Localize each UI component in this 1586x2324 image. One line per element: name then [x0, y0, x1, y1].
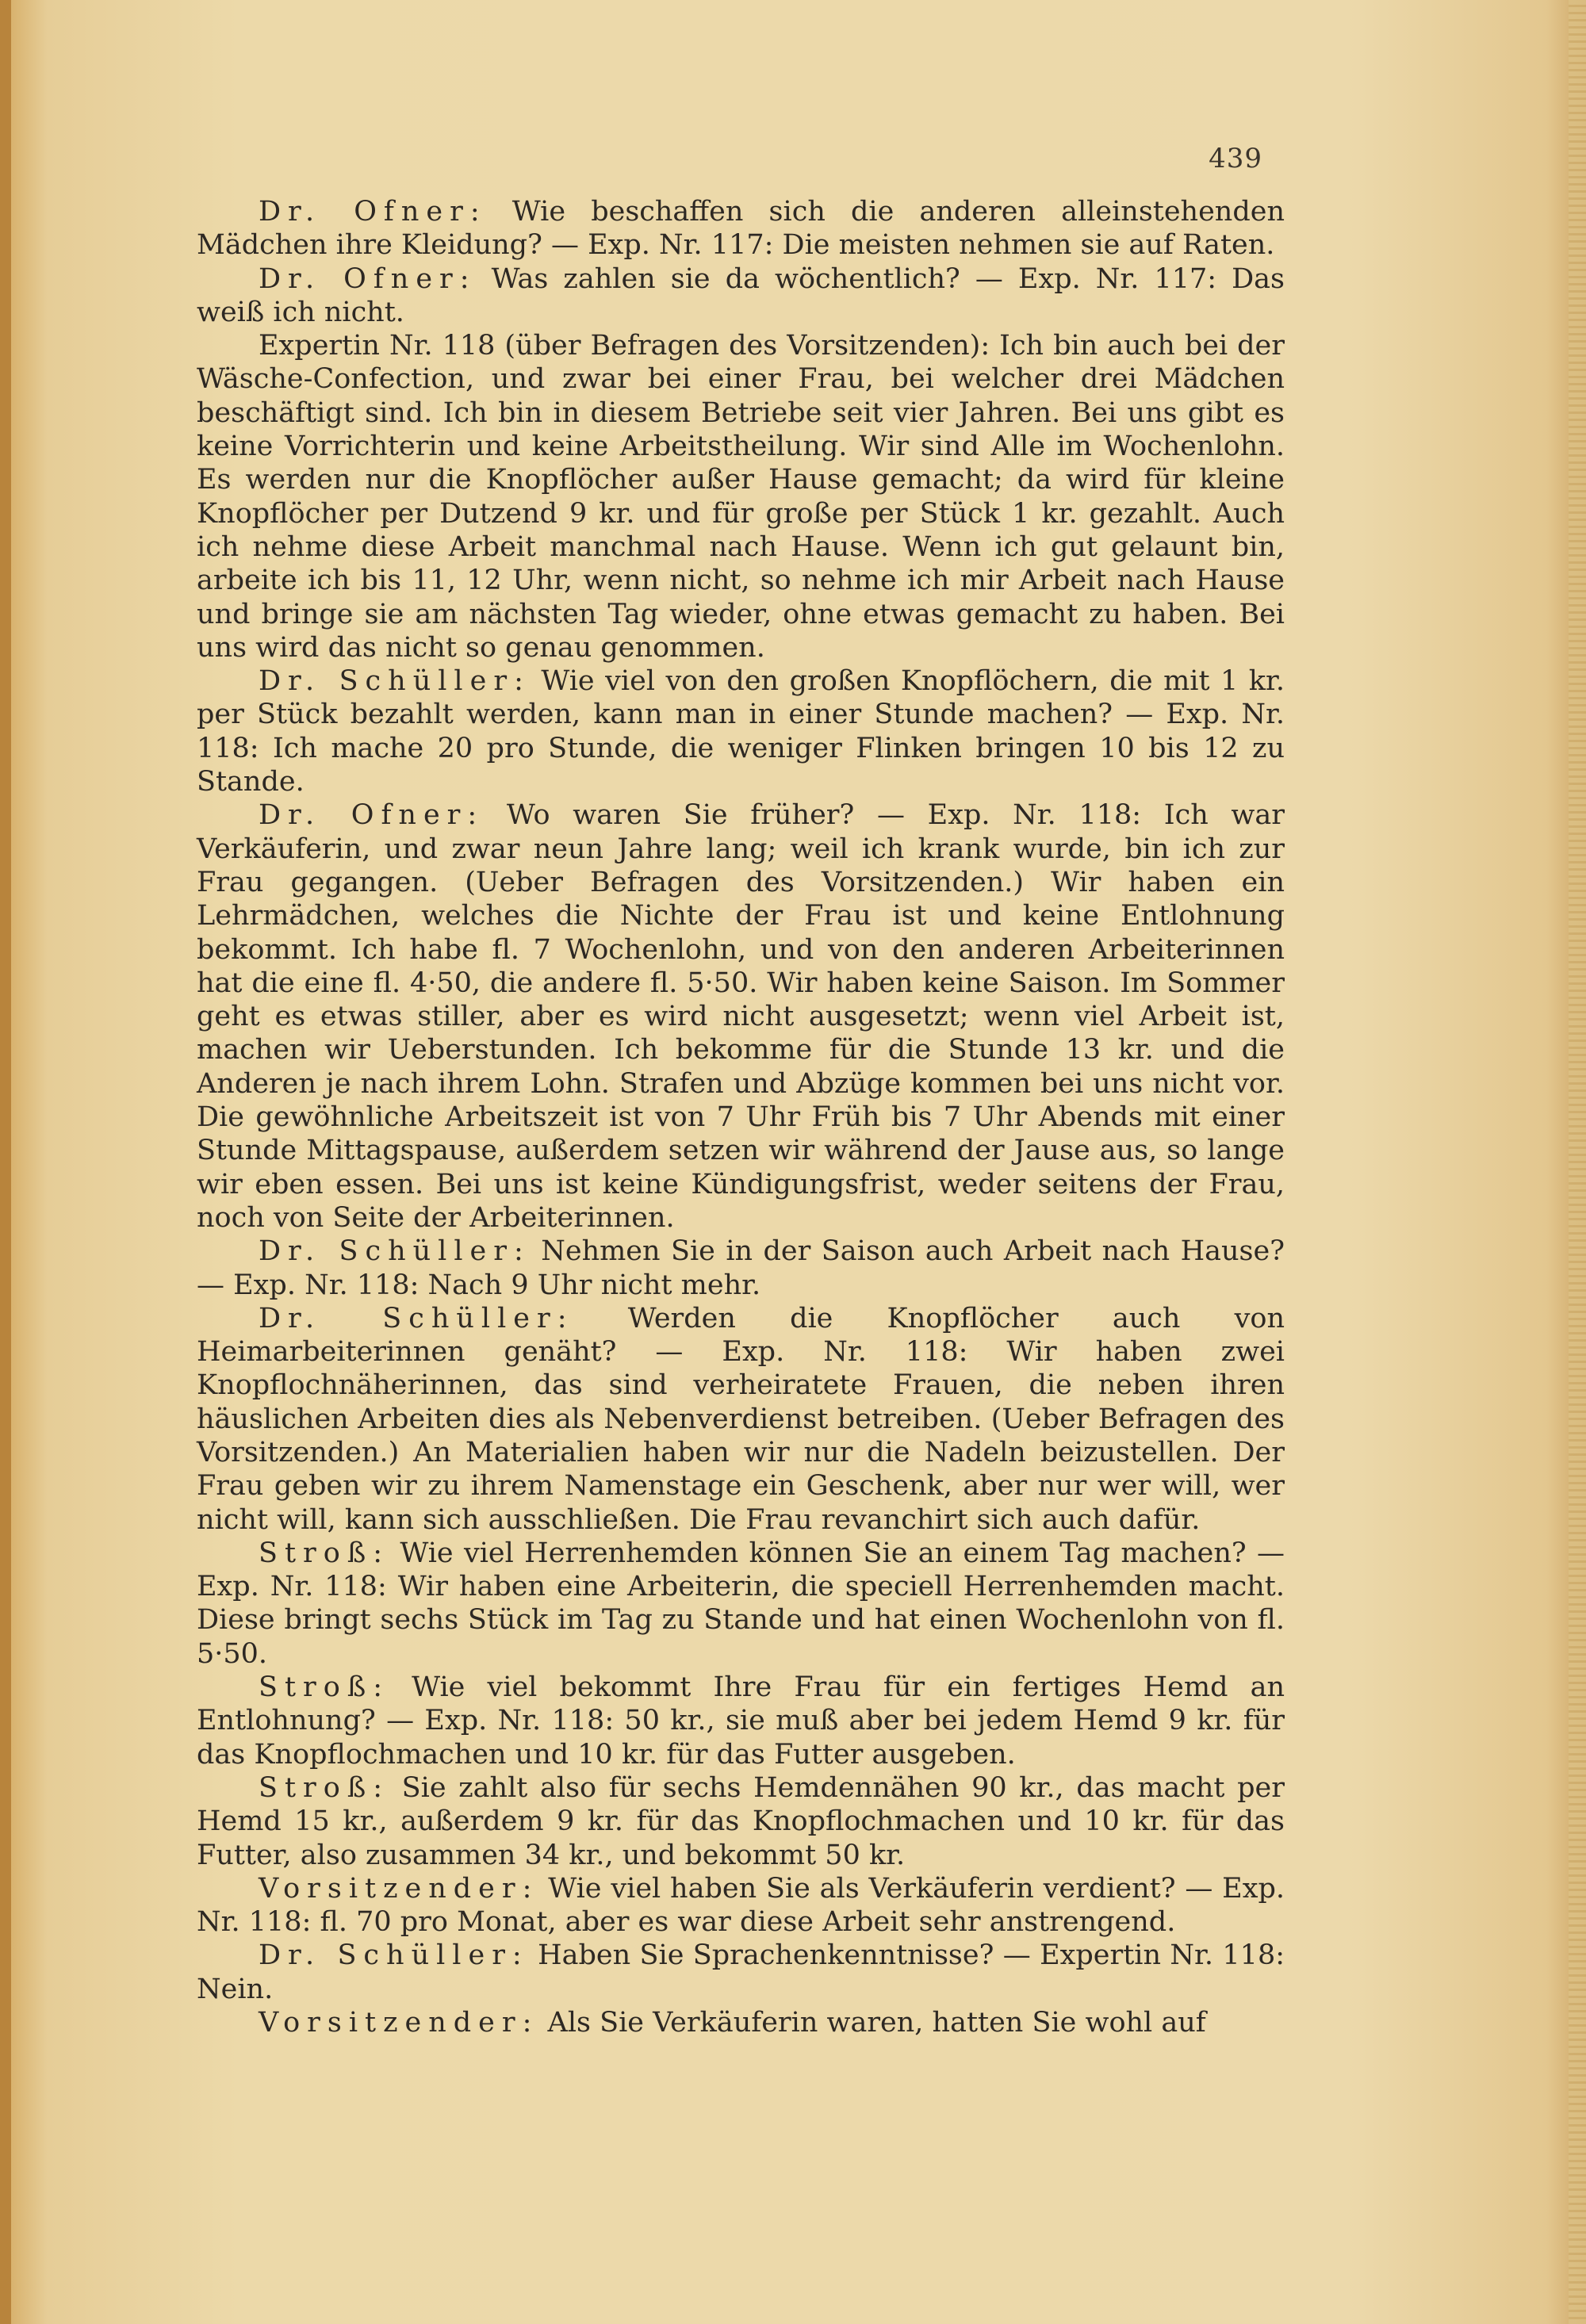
- speaker-name: Dr. Ofner:: [259, 196, 487, 228]
- body-text: [197, 195, 1285, 2039]
- speaker-name: Dr. Schüller:: [259, 1939, 529, 1972]
- speaker-name: Dr. Schüller:: [259, 665, 531, 698]
- paragraph-text: Nehmen Sie in der Saison auch Arbeit nach Hause? — Exp. Nr. 118: Nach 9 Uhr nicht mehr.: [197, 1235, 1285, 1301]
- speaker-name: Stroß:: [259, 1537, 390, 1569]
- paragraph-text: Wo waren Sie früher? — Exp. Nr. 118: Ich war Verkäuferin, und zwar neun Jahre lang; weil ich krank wurde, bin ich zur Frau gegangen. (Ueber Befragen des Vorsitzenden.) Wir haben ein Lehrmädchen, welches die Nichte der Frau ist und keine Entlohnung bekommt. Ich habe fl. 7 Wochenlohn, und von den anderen Arbeiterinnen hat die eine fl. 4·50, die andere fl. 5·50. Wir haben keine Saison. Im Sommer geht es etwas stiller, aber es wird nicht ausgesetzt; wenn viel Arbeit ist, machen wir Ueberstunden. Ich bekomme für die Stunde 13 kr. und die Anderen je nach ihrem Lohn. Strafen und Abzüge kommen bei uns nicht vor. Die gewöhnliche Arbeitszeit ist von 7 Uhr Früh bis 7 Uhr Abends mit einer Stunde Mittagspause, außerdem setzen wir während der Jause aus, so lange wir eben essen. Bei uns ist keine Kündigungsfrist, weder seitens der Frau, noch von Seite der Arbeiterinnen.: [197, 799, 1285, 1234]
- paragraph-text: Expertin Nr. 118 (über Befragen des Vorsitzenden): Ich bin auch bei der Wäsche-Confection, und zwar bei einer Frau, bei welcher drei Mädchen beschäftigt sind. Ich bin in diesem Betriebe seit vier Jahren. Bei uns gibt es keine Vorrichterin und keine Arbeitstheilung. Wir sind Alle im Wochenlohn. Es werden nur die Knopflöcher außer Hause gemacht; da wird für kleine Knopflöcher per Dutzend 9 kr. und für große per Stück 1 kr. gezahlt. Auch ich nehme diese Arbeit manchmal nach Hause. Wenn ich gut gelaunt bin, arbeite ich bis 11, 12 Uhr, wenn nicht, so nehme ich mir Arbeit nach Hause und bringe sie am nächsten Tag wieder, ohne etwas gemacht zu haben. Bei uns wird das nicht so genau genommen.: [197, 330, 1285, 664]
- paragraph: [197, 664, 1285, 798]
- paragraph-text: Als Sie Verkäuferin waren, hatten Sie wohl auf: [538, 2007, 1206, 2039]
- paragraph-text: Sie zahlt also für sechs Hemdennähen 90 kr., das macht per Hemd 15 kr., außerdem 9 kr. für das Knopflochmachen und 10 kr. für das Futter, also zusammen 34 kr., und bekommt 50 kr.: [197, 1771, 1285, 1871]
- paragraph: [197, 1671, 1285, 1771]
- paragraph: [197, 1872, 1285, 1939]
- paragraph-text: Wie viel von den großen Knopflöchern, die mit 1 kr. per Stück bezahlt werden, kann man in einer Stunde machen? — Exp. Nr. 118: Ich mache 20 pro Stunde, die weniger Flinken bringen 10 bis 12 zu Stande.: [197, 665, 1285, 798]
- page-edge: [1569, 0, 1586, 2324]
- speaker-name: Stroß:: [259, 1771, 390, 1804]
- paragraph: [197, 1939, 1285, 2006]
- paragraph: [197, 1771, 1285, 1872]
- speaker-name: Dr. Ofner:: [259, 799, 485, 832]
- speaker-name: Stroß:: [259, 1671, 390, 1704]
- paragraph-text: Haben Sie Sprachenkenntnisse? — Expertin Nr. 118: Nein.: [197, 1939, 1285, 2005]
- paragraph: [197, 798, 1285, 1235]
- speaker-name: Vorsitzender:: [259, 2007, 539, 2039]
- paragraph: [197, 195, 1285, 262]
- paragraph: [197, 329, 1285, 664]
- speaker-name: Vorsitzender:: [259, 1872, 539, 1905]
- paragraph: [197, 1235, 1285, 1302]
- paragraph: [197, 262, 1285, 330]
- page-number: 439: [1209, 143, 1262, 174]
- paragraph: [197, 1537, 1285, 1671]
- speaker-name: Dr. Ofner:: [259, 262, 477, 295]
- paragraph-text: Wie viel bekommt Ihre Frau für ein fertiges Hemd an Entlohnung? — Exp. Nr. 118: 50 kr., sie muß aber bei jedem Hemd 9 kr. für das Knopflochmachen und 10 kr. für das Futter ausgeben.: [197, 1671, 1285, 1771]
- paragraph-text: Wie beschaffen sich die anderen alleinstehenden Mädchen ihre Kleidung? — Exp. Nr. 117: Die meisten nehmen sie auf Raten.: [197, 196, 1285, 262]
- speaker-name: Dr. Schüller:: [259, 1235, 531, 1268]
- paragraph-text: Werden die Knopflöcher auch von Heimarbeiterinnen genäht? — Exp. Nr. 118: Wir haben zwei Knopflochnäherinnen, das sind verheiratete Frauen, die neben ihren häuslichen Arbeiten dies als Nebenverdienst betreiben. (Ueber Befragen des Vorsitzenden.) An Materialien haben wir nur die Nadeln beizustellen. Der Frau geben wir zu ihrem Namenstage ein Geschenk, aber nur wer will, wer nicht will, kann sich ausschließen. Die Frau revanchirt sich auch dafür.: [197, 1302, 1285, 1536]
- speaker-name: Dr. Schüller:: [259, 1302, 574, 1334]
- paragraph-text: Wie viel Herrenhemden können Sie an einem Tag machen? — Exp. Nr. 118: Wir haben eine Arbeiterin, die speciell Herrenhemden macht. Diese bringt sechs Stück im Tag zu Stande und hat einen Wochenlohn von fl. 5·50.: [197, 1537, 1285, 1670]
- book-spine-edge: [0, 0, 11, 2324]
- paragraph: [197, 1302, 1285, 1537]
- paragraph-text: Wie viel haben Sie als Verkäuferin verdient? — Exp. Nr. 118: fl. 70 pro Monat, aber es war diese Arbeit sehr anstrengend.: [197, 1872, 1285, 1939]
- paragraph-text: Was zahlen sie da wöchentlich? — Exp. Nr. 117: Das weiß ich nicht.: [197, 262, 1285, 328]
- paragraph: [197, 2006, 1285, 2039]
